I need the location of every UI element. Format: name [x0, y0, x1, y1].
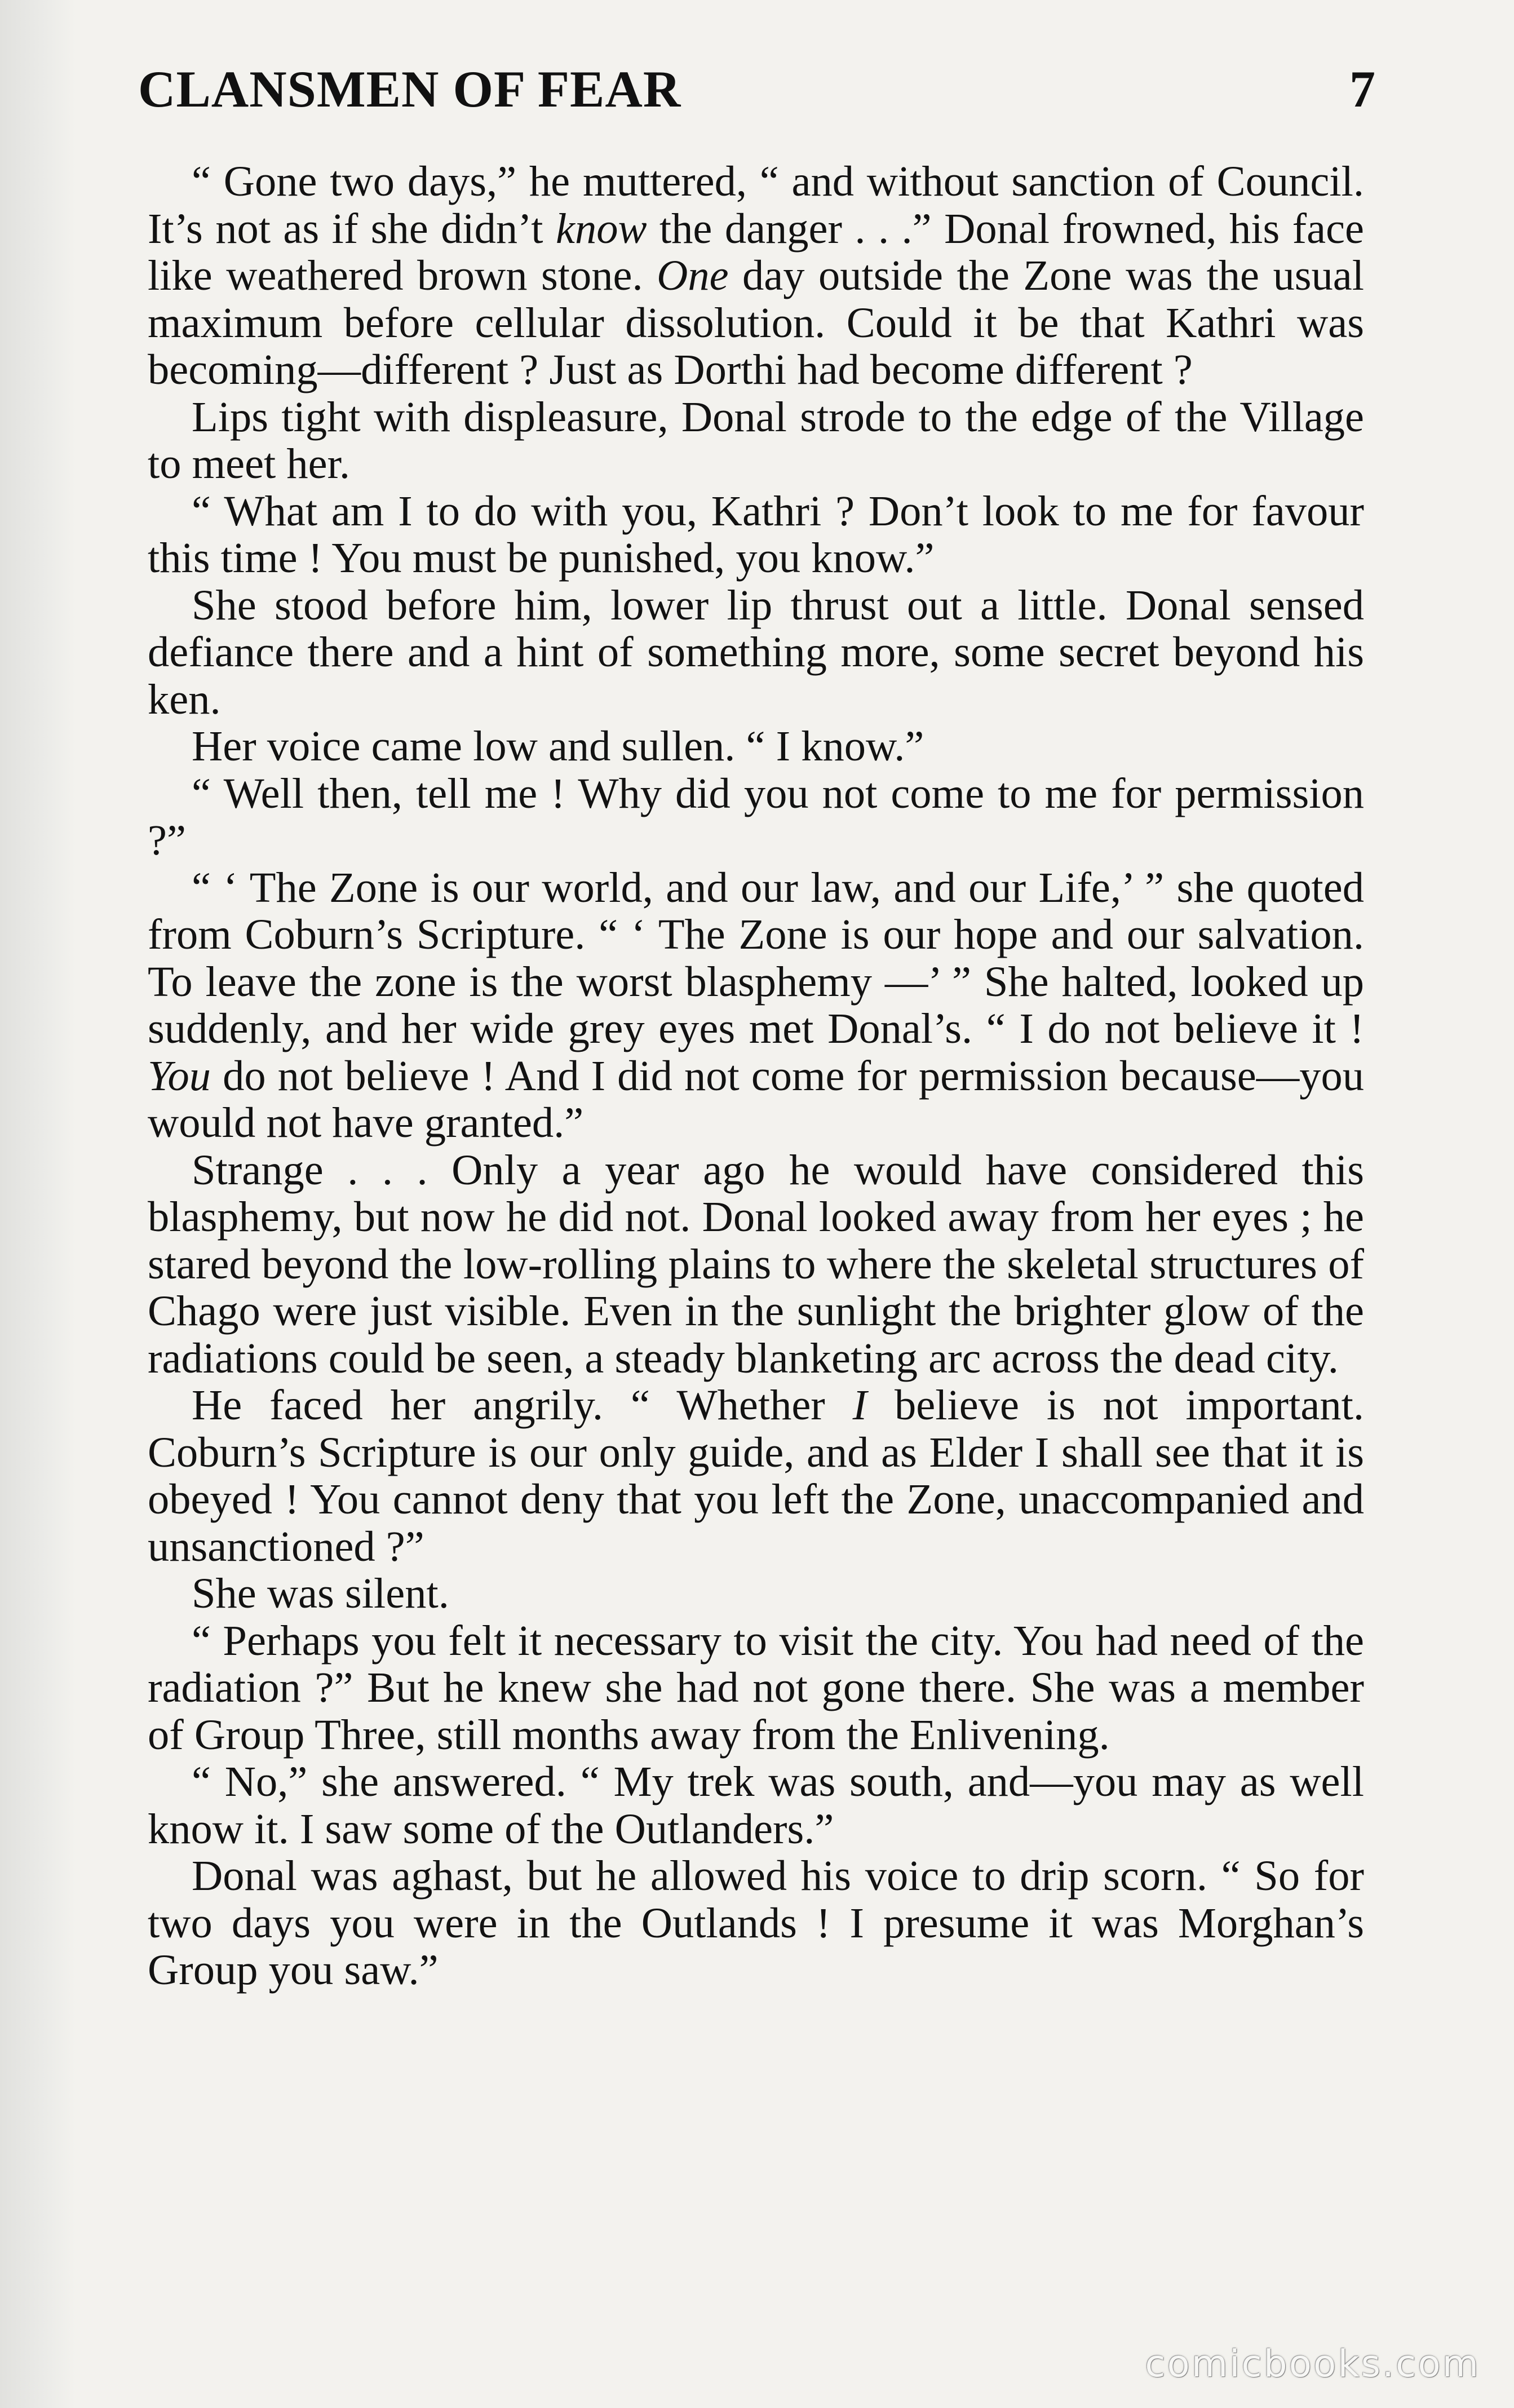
text-run: Lips tight with displeasure, Donal strode to the edge of the Village to meet her.	[148, 392, 1364, 488]
running-title: CLANSMEN OF FEAR	[138, 60, 681, 118]
paragraph-3	[148, 488, 1364, 582]
paragraph-13	[148, 1852, 1364, 1994]
paragraph-9	[148, 1382, 1364, 1570]
text-run: “ No,” she answered. “ My trek was south, and—you may as well know it. I saw some of the Outlanders.”	[148, 1758, 1364, 1853]
paragraph-8	[148, 1147, 1364, 1382]
text-run: She was silent.	[192, 1569, 449, 1617]
page-gutter-shadow	[0, 0, 76, 2408]
text-run: “ ‘ The Zone is our world, and our law, and our Life,’ ” she quoted from Coburn’s Scripture. “ ‘ The Zone is our hope and our salvation. To leave the zone is the worst blasphemy —’ ” She halted, looked up suddenly, and her wide grey eyes met Donal’s. “ I do not believe it !	[148, 863, 1364, 1052]
italic-text-run: I	[852, 1381, 867, 1429]
paragraph-5	[148, 723, 1364, 770]
paragraph-6	[148, 770, 1364, 864]
paragraph-4	[148, 582, 1364, 723]
paragraph-11	[148, 1617, 1364, 1759]
text-run: believe is not important. Coburn’s Scripture is our only guide, and as Elder I shall see that it is obeyed ! You cannot deny that you left the Zone, unaccompanied and unsanctioned ?”	[148, 1381, 1364, 1570]
text-run: the danger . . .” Donal frowned, his face like weathered brown stone.	[148, 204, 1365, 299]
paragraph-10	[148, 1570, 1364, 1617]
paragraph-12	[148, 1758, 1364, 1852]
text-run: “ What am I to do with you, Kathri ? Don’t look to me for favour this time ! You must be punished, you know.”	[148, 486, 1364, 582]
paragraph-2	[148, 393, 1364, 488]
watermark-logo: comicbooks.com	[1145, 2342, 1480, 2385]
text-run: “ Gone two days,” he muttered, “ and without sanction of Council. It’s not as if she didn’t	[148, 157, 1364, 253]
text-run: Strange . . . Only a year ago he would have considered this blasphemy, but now he did not. Donal looked away from her eyes ; he stared beyond the low-rolling plains to where the skeletal structures of Chago were just visible. Even in the sunlight the brighter glow of the radiations could be seen, a steady blanketing arc across the dead city.	[148, 1145, 1364, 1382]
italic-text-run: know	[555, 204, 647, 253]
text-run: day outside the Zone was the usual maximum before cellular dissolution. Could it be that Kathri was becoming—different ? Just as Dorthi had become different ?	[148, 251, 1364, 393]
story-text	[148, 158, 1364, 1994]
italic-text-run: One	[657, 251, 729, 299]
paragraph-1	[148, 158, 1364, 393]
page-header	[138, 59, 1375, 127]
text-run: “ Well then, tell me ! Why did you not come to me for permission ?”	[148, 769, 1364, 864]
text-run: She stood before him, lower lip thrust out a little. Donal sensed defiance there and a hint of something more, some secret beyond his ken.	[148, 581, 1364, 723]
text-run: Donal was aghast, but he allowed his voice to drip scorn. “ So for two days you were in the Outlands ! I presume it was Morghan’s Group you saw.”	[148, 1852, 1364, 1994]
italic-text-run: You	[148, 1051, 211, 1100]
text-run: He faced her angrily. “ Whether	[192, 1381, 853, 1429]
text-run: Her voice came low and sullen. “ I know.”	[192, 722, 924, 770]
text-run: do not believe ! And I did not come for permission because—you would not have granted.”	[148, 1051, 1364, 1147]
text-run: “ Perhaps you felt it necessary to visit the city. You had need of the radiation ?” But he knew she had not gone there. She was a member of Group Three, still months away from the Enlivening.	[148, 1616, 1364, 1759]
page-number: 7	[1349, 60, 1375, 118]
paragraph-7	[148, 864, 1364, 1147]
